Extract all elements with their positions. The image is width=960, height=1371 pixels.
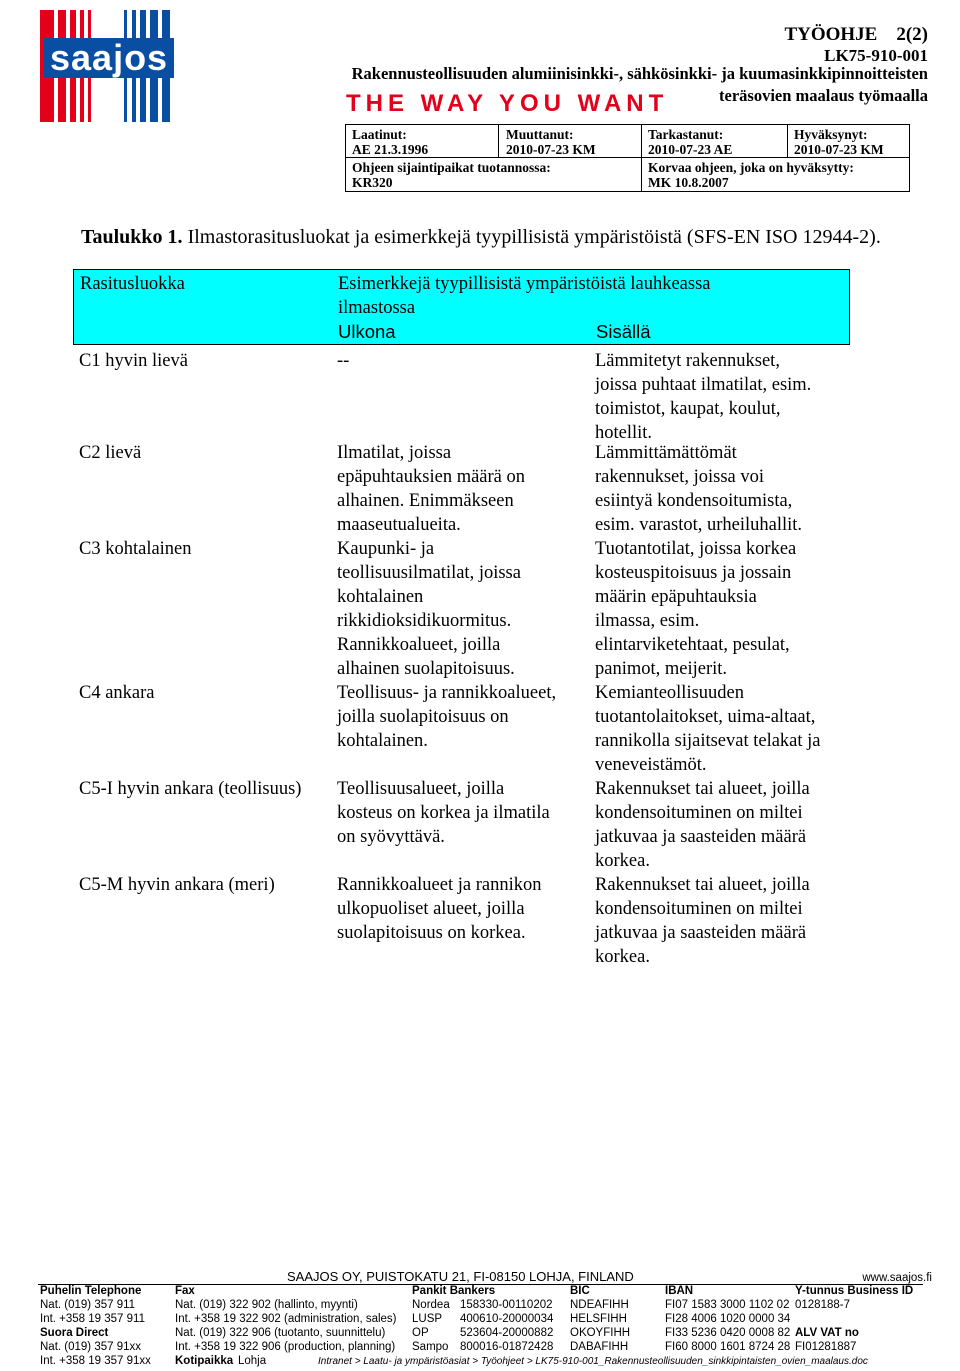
header-examples [338, 272, 848, 320]
tarkastanut-value: 2010-07-23 AE [648, 142, 733, 157]
footer-h-business-id: Y-tunnus Business ID [795, 1285, 914, 1297]
footer-cell: 0128188-7 [795, 1299, 850, 1311]
row-outdoor-line: -- [337, 351, 350, 371]
row-indoor-line: Rakennukset tai alueet, joilla [595, 875, 810, 895]
row-outdoor-line: maaseutualueita. [337, 515, 461, 535]
row-indoor-line: esim. varastot, urheiluhallit. [595, 515, 803, 535]
row-indoor-line: rannikolla sijaitsevat telakat ja [595, 731, 821, 751]
document-meta-box [345, 124, 910, 192]
korvaa-label: Korvaa ohjeen, joka on hyväksytty: [648, 160, 854, 175]
row-indoor-line: Kemianteollisuuden [595, 683, 744, 703]
footer-seat-value: Lohja [238, 1355, 267, 1367]
row-class-5 [79, 777, 331, 801]
row-class-6 [79, 873, 331, 897]
logo-wordmark: saajos [44, 38, 174, 78]
footer-cell: FI01281887 [795, 1341, 857, 1353]
tarkastanut-label: Tarkastanut: [648, 127, 724, 142]
doc-type: TYÖOHJE [784, 24, 878, 45]
footer-cell: OKOYFIHH [570, 1327, 631, 1339]
row-indoor-line: Rakennukset tai alueet, joilla [595, 779, 810, 799]
caption-number: Taulukko 1. [81, 226, 183, 248]
row-indoor-line: toimistot, kaupat, koulut, [595, 399, 781, 419]
row-class-line: C5-I hyvin ankara (teollisuus) [79, 779, 302, 799]
header-sisalla: Sisällä [596, 321, 651, 342]
doc-code: LK75-910-001 [824, 46, 928, 65]
row-outdoor-line: kohtalainen. [337, 731, 428, 751]
row-outdoor-6 [337, 873, 587, 945]
footer-h-iban: IBAN [665, 1285, 694, 1297]
row-indoor-line: jatkuvaa ja saasteiden määrä [595, 923, 807, 943]
row-indoor-line: rakennukset, joissa voi [595, 467, 765, 487]
row-outdoor-line: teollisuusilmatilat, joissa [337, 563, 521, 583]
table-caption [81, 226, 881, 249]
row-indoor-line: esiintyä kondensoitumista, [595, 491, 793, 511]
row-indoor-line: jatkuvaa ja saasteiden määrä [595, 827, 807, 847]
row-outdoor-line: kosteus on korkea ja ilmatila [337, 803, 550, 823]
footer-cell: Nat. (019) 357 91xx [40, 1341, 142, 1353]
row-indoor-line: kondensoituminen on miltei [595, 803, 803, 823]
row-indoor-line: joissa puhtaat ilmatilat, esim. [595, 375, 812, 395]
header-rasitusluokka: Rasitusluokka [80, 274, 185, 294]
row-indoor-3 [595, 537, 850, 681]
row-outdoor-line: suolapitoisuus on korkea. [337, 923, 526, 943]
row-class-1 [79, 349, 331, 373]
table-header [73, 269, 850, 345]
row-outdoor-line: on syövyttävä. [337, 827, 445, 847]
footer-file-path: Intranet > Laatu- ja ympäristöasiat > Työohjeet > LK75-910-001_Rakennusteollisuuden_sinkkipintaisten_ovien_maalaus.doc [318, 1356, 868, 1367]
row-outdoor-line: rikkidioksidikuormitus. [337, 611, 512, 631]
page-number: 2(2) [896, 24, 928, 45]
footer-cell: 800016-01872428 [460, 1341, 554, 1353]
corrosivity-table [73, 269, 850, 969]
row-indoor-5 [595, 777, 850, 873]
row-outdoor-line: Teollisuusalueet, joilla [337, 779, 505, 799]
row-indoor-line: Lämmittämättömät [595, 443, 737, 463]
row-indoor-2 [595, 441, 850, 537]
footer-cell: FI60 8000 1601 8724 28 [665, 1341, 791, 1353]
footer-cell: DABAFIHH [570, 1341, 629, 1353]
header-ulkona: Ulkona [338, 321, 396, 342]
footer-h-banks: Pankit Bankers [412, 1285, 496, 1297]
row-indoor-line: Lämmitetyt rakennukset, [595, 351, 780, 371]
header-examples-line2: ilmastossa [338, 298, 416, 318]
row-outdoor-line: joilla suolapitoisuus on [337, 707, 509, 727]
hyvaksynyt-label: Hyväksynyt: [794, 127, 868, 142]
row-outdoor-2 [337, 441, 587, 537]
footer-cell: FI07 1583 3000 1102 02 [665, 1299, 790, 1311]
row-class-2 [79, 441, 331, 465]
row-class-line: C3 kohtalainen [79, 539, 192, 559]
caption-text: Ilmastorasitusluokat ja esimerkkejä tyypillisistä ympäristöistä (SFS-EN ISO 12944-2). [182, 226, 881, 248]
row-indoor-line: kosteuspitoisuus ja jossain [595, 563, 792, 583]
footer-cell: 158330-00110202 [460, 1299, 553, 1311]
footer-h-bic: BIC [570, 1285, 590, 1297]
row-class-line: C1 hyvin lievä [79, 351, 188, 371]
row-indoor-line: hotellit. [595, 423, 653, 443]
row-indoor-line: määrin epäpuhtauksia [595, 587, 757, 607]
footer-cell: OP [412, 1327, 429, 1339]
footer-cell: 523604-20000882 [460, 1327, 554, 1339]
row-outdoor-1 [337, 349, 587, 373]
footer-cell: Suora Direct [40, 1327, 109, 1339]
row-indoor-1 [595, 349, 850, 445]
footer-cell: HELSFIHH [570, 1313, 627, 1325]
row-class-4 [79, 681, 331, 705]
sijainti-label: Ohjeen sijaintipaikat tuotannossa: [352, 160, 551, 175]
row-indoor-line: panimot, meijerit. [595, 659, 728, 679]
row-outdoor-line: ulkopuoliset alueet, joilla [337, 899, 525, 919]
row-indoor-4 [595, 681, 850, 777]
header-examples-line1: Esimerkkejä tyypillisistä ympäristöistä lauhkeassa [338, 274, 711, 294]
footer-web: www.saajos.fi [862, 1272, 932, 1284]
footer-cell: 400610-20000034 [460, 1313, 554, 1325]
footer-cell: Int. +358 19 322 906 (production, planning) [175, 1341, 396, 1353]
row-outdoor-5 [337, 777, 587, 849]
footer-cell: Sampo [412, 1341, 449, 1353]
korvaa-value: MK 10.8.2007 [648, 175, 729, 190]
row-indoor-line: korkea. [595, 851, 650, 871]
row-outdoor-line: Kaupunki- ja [337, 539, 435, 559]
doc-title-line2: teräsovien maalaus työmaalla [719, 86, 928, 105]
saajos-logo [40, 10, 170, 122]
doc-title-line1: Rakennusteollisuuden alumiinisinkki-, sähkösinkki- ja kuumasinkkipinnoitteisten [351, 64, 928, 83]
muuttanut-label: Muuttanut: [506, 127, 574, 142]
sijainti-value: KR320 [352, 175, 393, 190]
muuttanut-value: 2010-07-23 KM [506, 142, 596, 157]
row-indoor-line: Tuotantotilat, joissa korkea [595, 539, 797, 559]
row-class-line: C5-M hyvin ankara (meri) [79, 875, 275, 895]
footer-cell: ALV VAT no [795, 1327, 859, 1339]
footer-h-fax: Fax [175, 1285, 195, 1297]
doc-type-line [784, 24, 928, 46]
row-outdoor-line: Rannikkoalueet ja rannikon [337, 875, 542, 895]
row-outdoor-line: Teollisuus- ja rannikkoalueet, [337, 683, 557, 703]
slogan: THE WAY YOU WANT [346, 90, 669, 117]
footer-cell: FI28 4006 1020 0000 34 [665, 1313, 791, 1325]
footer-cell: Nat. (019) 322 902 (hallinto, myynti) [175, 1299, 358, 1311]
row-class-line: C4 ankara [79, 683, 155, 703]
footer-cell: LUSP [412, 1313, 443, 1325]
row-class-3 [79, 537, 331, 561]
row-outdoor-4 [337, 681, 587, 753]
row-outdoor-line: kohtalainen [337, 587, 424, 607]
row-outdoor-line: epäpuhtauksien määrä on [337, 467, 526, 487]
footer-cell: Nordea [412, 1299, 450, 1311]
footer-last-phone: Int. +358 19 357 91xx [40, 1355, 151, 1367]
row-outdoor-line: Ilmatilat, joissa [337, 443, 452, 463]
laatinut-label: Laatinut: [352, 127, 407, 142]
row-indoor-line: kondensoituminen on miltei [595, 899, 803, 919]
footer-cell: NDEAFIHH [570, 1299, 629, 1311]
footer-company: SAAJOS OY, PUISTOKATU 21, FI-08150 LOHJA, FINLAND [287, 1269, 634, 1284]
row-indoor-line: elintarviketehtaat, pesulat, [595, 635, 790, 655]
footer-cell: Nat. (019) 322 906 (tuotanto, suunnittelu) [175, 1327, 386, 1339]
row-outdoor-line: Rannikkoalueet, joilla [337, 635, 501, 655]
row-indoor-line: veneveistämöt. [595, 755, 707, 775]
row-outdoor-3 [337, 537, 587, 681]
row-indoor-6 [595, 873, 850, 969]
footer-cell: Int. +358 19 357 911 [40, 1313, 145, 1325]
footer-seat-label: Kotipaikka [175, 1355, 234, 1367]
footer-h-phone: Puhelin Telephone [40, 1285, 142, 1297]
row-class-line: C2 lievä [79, 443, 142, 463]
footer-cell: Int. +358 19 322 902 (administration, sales) [175, 1313, 397, 1325]
footer-cell: Nat. (019) 357 911 [40, 1299, 136, 1311]
row-indoor-line: tuotantolaitokset, uima-altaat, [595, 707, 816, 727]
hyvaksynyt-value: 2010-07-23 KM [794, 142, 884, 157]
row-outdoor-line: alhainen suolapitoisuus. [337, 659, 515, 679]
row-outdoor-line: alhainen. Enimmäkseen [337, 491, 514, 511]
row-indoor-line: ilmassa, esim. [595, 611, 700, 631]
laatinut-value: AE 21.3.1996 [352, 142, 429, 157]
footer-cell: FI33 5236 0420 0008 82 [665, 1327, 791, 1339]
row-indoor-line: korkea. [595, 947, 650, 967]
